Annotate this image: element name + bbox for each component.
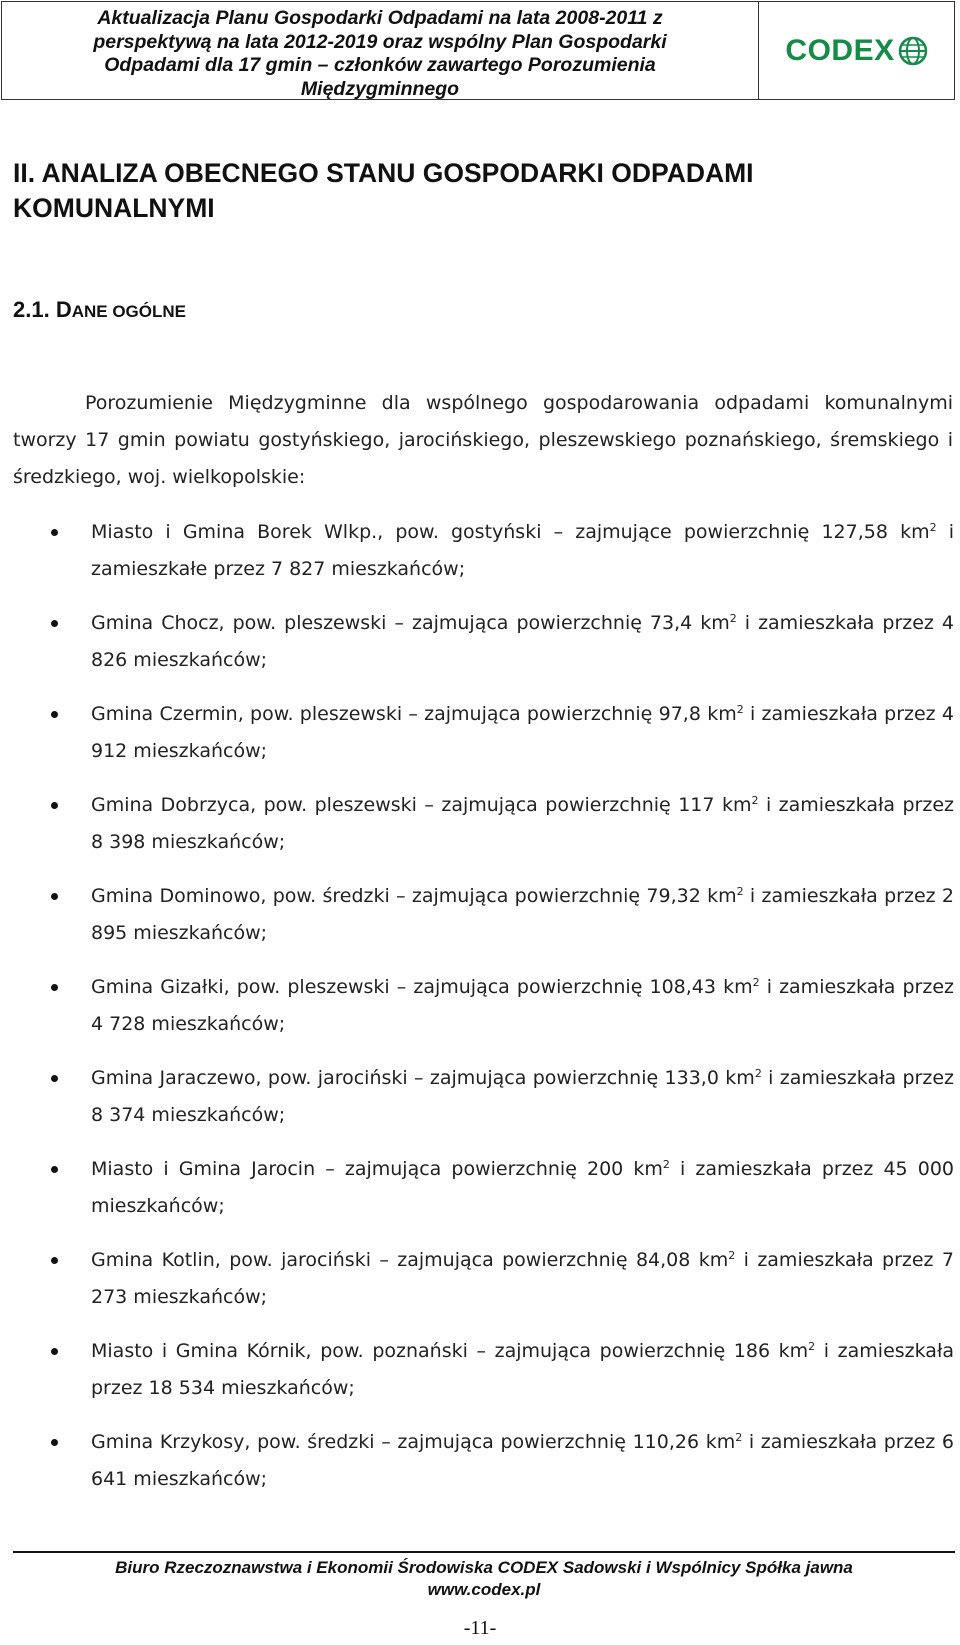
list-item-text: i zamieszkała przez 6 641 mieszkańców; [91, 1431, 954, 1490]
list-item-text: Gmina Krzykosy, pow. średzki – zajmująca powierzchnię 110,26 km [91, 1431, 736, 1453]
footer-website: www.codex.pl [427, 1580, 541, 1599]
unit-superscript: 2 [728, 1249, 736, 1262]
bullet-icon [51, 1439, 58, 1446]
list-item-text: i zamieszkała przez 45 000 mieszkańców; [91, 1158, 954, 1217]
list-item-text: Miasto i Gmina Borek Wlkp., pow. gostyński – zajmujące powierzchnię 127,58 km [91, 521, 930, 543]
list-item-text: i zamieszkała przez 2 895 mieszkańców; [91, 885, 954, 944]
page-header [1, 1, 955, 100]
bullet-icon [51, 802, 58, 809]
list-item-text: Miasto i Gmina Kórnik, pow. poznański – zajmująca powierzchnię 186 km [91, 1340, 809, 1362]
bullet-icon [51, 984, 58, 991]
list-item [0, 1060, 960, 1134]
list-item-text: Miasto i Gmina Jarocin – zajmująca powierzchnię 200 km [91, 1158, 663, 1180]
section-heading [13, 297, 186, 323]
unit-superscript: 2 [729, 612, 737, 625]
footer-company: Biuro Rzeczoznawstwa i Ekonomii Środowiska CODEX Sadowski i Wspólnicy Spółka jawna [115, 1558, 853, 1577]
header-title-line: Aktualizacja Planu Gospodarki Odpadami na lata 2008-2011 z [97, 7, 663, 29]
list-item-text: i zamieszkała przez 8 374 mieszkańców; [91, 1067, 954, 1126]
page-number: -11- [463, 1617, 497, 1639]
bullet-icon [51, 620, 58, 627]
list-item [0, 514, 960, 588]
unit-superscript: 2 [808, 1340, 816, 1353]
list-item-text: Gmina Czermin, pow. pleszewski – zajmująca powierzchnię 97,8 km [91, 703, 737, 725]
unit-superscript: 2 [736, 885, 744, 898]
list-item-text: Gmina Jaraczewo, pow. jarociński – zajmująca powierzchnię 133,0 km [91, 1067, 755, 1089]
list-item-text: i zamieszkała przez 4 826 mieszkańców; [91, 612, 955, 671]
bullet-icon [51, 529, 58, 536]
bullet-icon [51, 1257, 58, 1264]
list-item [0, 969, 960, 1043]
section-title-rest: ANE OGÓLNE [71, 302, 187, 321]
list-item [0, 1242, 960, 1316]
list-item [0, 878, 960, 952]
list-item-text: i zamieszkała przez 18 534 mieszkańców; [91, 1340, 954, 1399]
chapter-title: II. ANALIZA OBECNEGO STANU GOSPODARKI ODPADAMI KOMUNALNYMI [13, 158, 754, 223]
municipality-list [0, 514, 960, 1515]
unit-superscript: 2 [662, 1158, 670, 1171]
header-title-line: perspektywą na lata 2012-2019 oraz wspólny Plan Gospodarki [93, 30, 667, 53]
section-number: 2.1. [13, 297, 50, 322]
header-title-line: Międzygminnego [300, 77, 460, 100]
unit-superscript: 2 [929, 521, 937, 534]
list-item-text: i zamieszkała przez 4 912 mieszkańców; [91, 703, 954, 762]
bullet-icon [51, 893, 58, 900]
list-item-text: Gmina Gizałki, pow. pleszewski – zajmująca powierzchnię 108,43 km [91, 976, 753, 998]
list-item-text: i zamieszkała przez 7 273 mieszkańców; [91, 1249, 955, 1308]
list-item-text: i zamieszkałe przez 7 827 mieszkańców; [91, 521, 954, 580]
list-item-text: i zamieszkała przez 4 728 mieszkańców; [91, 976, 954, 1035]
header-title [2, 2, 759, 99]
list-item [0, 1424, 960, 1498]
unit-superscript: 2 [736, 703, 744, 716]
page-footer [13, 1557, 955, 1601]
bullet-icon [51, 1348, 58, 1355]
codex-logo [759, 2, 954, 99]
footer-divider [13, 1551, 955, 1553]
bullet-icon [51, 1166, 58, 1173]
list-item [0, 696, 960, 770]
list-item-text: Gmina Dominowo, pow. średzki – zajmująca powierzchnię 79,32 km [91, 885, 737, 907]
unit-superscript: 2 [735, 1431, 743, 1444]
intro-text: Porozumienie Międzygminne dla wspólnego gospodarowania odpadami komunalnymi tworzy 17 gmin powiatu gostyńskiego, jarocińskiego, pleszewskiego poznańskiego, śremskiego i średzkiego, woj. wielkopolskie: [13, 392, 953, 488]
intro-paragraph [13, 385, 953, 496]
unit-superscript: 2 [754, 1067, 762, 1080]
list-item [0, 1333, 960, 1407]
section-title [56, 297, 186, 322]
unit-superscript: 2 [751, 794, 759, 807]
list-item [0, 1151, 960, 1225]
list-item-text: Gmina Chocz, pow. pleszewski – zajmująca powierzchnię 73,4 km [91, 612, 730, 634]
section-title-initial: D [55, 297, 72, 322]
unit-superscript: 2 [752, 976, 760, 989]
logo-text: CODEX [785, 33, 895, 67]
header-title-line: Odpadami dla 17 gmin – członków zawartego Porozumienia [104, 54, 656, 76]
list-item-text: Gmina Dobrzyca, pow. pleszewski – zajmująca powierzchnię 117 km [91, 794, 752, 816]
list-item-text: Gmina Kotlin, pow. jarociński – zajmująca powierzchnię 84,08 km [91, 1249, 729, 1271]
bullet-icon [51, 711, 58, 718]
list-item-text: i zamieszkała przez 8 398 mieszkańców; [91, 794, 954, 853]
list-item [0, 787, 960, 861]
globe-icon [898, 36, 928, 66]
bullet-icon [51, 1075, 58, 1082]
list-item [0, 605, 960, 679]
